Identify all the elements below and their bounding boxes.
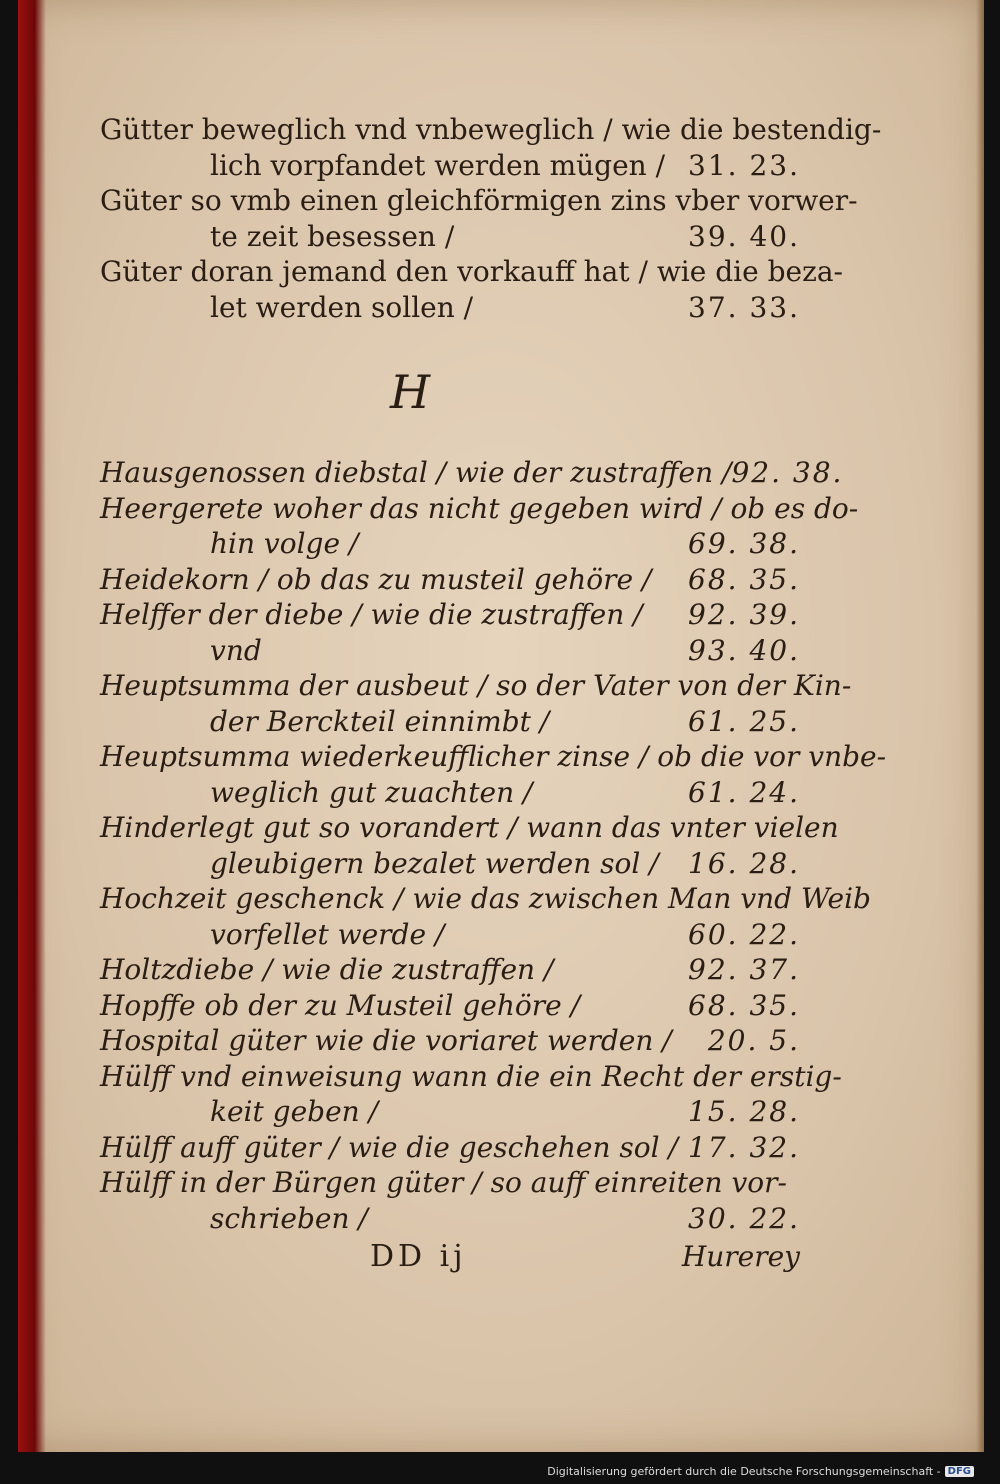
entry-continuation-line bbox=[100, 290, 800, 326]
index-entry bbox=[100, 562, 800, 598]
entry-line bbox=[100, 455, 844, 491]
entry-continuation-line bbox=[100, 846, 800, 882]
index-entry bbox=[100, 952, 800, 988]
page-reference: 93. 40. bbox=[688, 633, 800, 667]
entry-text: schrieben / bbox=[210, 1201, 368, 1235]
entry-text: vnd bbox=[210, 633, 262, 667]
entry-line bbox=[100, 254, 843, 290]
entry-continuation-line bbox=[100, 775, 800, 811]
entry-text: te zeit besessen / bbox=[210, 219, 455, 253]
index-entry bbox=[100, 1023, 800, 1059]
entry-text: Hinderlegt gut so vorandert / wann das vnter vielen bbox=[100, 811, 839, 844]
page-reference: 30. 22. bbox=[688, 1201, 800, 1235]
entry-text: Hülff in der Bürgen güter / so auff einreiten vor- bbox=[100, 1166, 787, 1199]
index-entry bbox=[100, 597, 800, 668]
entry-line bbox=[100, 183, 858, 219]
section-heading-letter: H bbox=[389, 365, 431, 419]
entry-text: Heuptsumma der ausbeut / so der Vater von der Kin- bbox=[100, 669, 852, 702]
entry-text: Heuptsumma wiederkeufflicher zinse / ob die vor vnbe- bbox=[100, 740, 887, 773]
signature-mark: DD ij bbox=[370, 1239, 467, 1274]
entry-text: let werden sollen / bbox=[210, 290, 474, 324]
dfg-logo: DFG bbox=[945, 1466, 974, 1477]
page-reference: 20. 5. bbox=[707, 1024, 800, 1057]
index-entry bbox=[100, 668, 852, 739]
index-entry bbox=[100, 881, 871, 952]
entry-line bbox=[100, 1130, 800, 1166]
page-reference: 68. 35. bbox=[688, 562, 800, 596]
entry-line bbox=[100, 668, 852, 704]
page-footer bbox=[100, 1236, 800, 1278]
entry-text: Hopffe ob der zu Musteil gehöre / bbox=[100, 988, 581, 1022]
entry-line bbox=[100, 1165, 800, 1201]
entry-text: weglich gut zuachten / bbox=[210, 775, 533, 809]
page-reference: 92. 38. bbox=[731, 456, 844, 489]
entry-text: keit geben / bbox=[210, 1095, 378, 1128]
page-reference: 15. 28. bbox=[688, 1095, 800, 1128]
index-section-g bbox=[100, 112, 882, 325]
digitization-credit bbox=[547, 1465, 974, 1478]
entry-continuation-line bbox=[100, 526, 800, 562]
entry-text: Hochzeit geschenck / wie das zwischen Man vnd Weib bbox=[100, 882, 871, 915]
entry-line bbox=[100, 597, 800, 633]
entry-text: Holtzdiebe / wie die zustraffen / bbox=[100, 953, 554, 986]
index-entry bbox=[100, 455, 844, 491]
entry-continuation-line bbox=[100, 219, 800, 255]
entry-text: lich vorpfandet werden mügen / bbox=[210, 148, 666, 182]
page-reference: 61. 24. bbox=[688, 775, 800, 809]
entry-line bbox=[100, 562, 800, 598]
scanned-page bbox=[18, 0, 984, 1452]
page-reference: 37. 33. bbox=[688, 290, 800, 324]
entry-text: Hülff vnd einweisung wann die ein Recht der erstig- bbox=[100, 1059, 842, 1093]
page-reference: 39. 40. bbox=[688, 219, 800, 253]
entry-continuation-line bbox=[100, 1201, 800, 1237]
index-entry bbox=[100, 988, 800, 1024]
index-entry bbox=[100, 810, 839, 881]
page-reference: 16. 28. bbox=[688, 846, 800, 880]
entry-text: hin volge / bbox=[210, 527, 359, 560]
entry-line bbox=[100, 988, 800, 1024]
entry-text: Gütter beweglich vnd vnbeweglich / wie die bestendig- bbox=[100, 113, 882, 146]
index-entry bbox=[100, 183, 858, 254]
entry-text: Hausgenossen diebstal / wie der zustraffen / bbox=[100, 456, 732, 489]
entry-line bbox=[100, 1059, 842, 1095]
entry-text: Hospital güter wie die voriaret werden / bbox=[100, 1024, 672, 1057]
credit-text: Digitalisierung gefördert durch die Deutsche Forschungsgemeinschaft - bbox=[547, 1465, 941, 1478]
entry-line bbox=[100, 952, 800, 988]
entry-continuation-line bbox=[100, 148, 800, 184]
entry-continuation-line bbox=[100, 633, 800, 669]
page-reference: 17. 32. bbox=[688, 1130, 800, 1164]
entry-line bbox=[100, 112, 882, 148]
index-section-h bbox=[100, 455, 887, 1236]
entry-continuation-line bbox=[100, 1094, 800, 1130]
page-reference: 68. 35. bbox=[688, 988, 800, 1022]
page-reference: 61. 25. bbox=[688, 704, 800, 738]
index-entry bbox=[100, 1130, 800, 1166]
entry-text: Hülff auff güter / wie die geschehen sol / bbox=[100, 1130, 678, 1164]
page-edge bbox=[976, 0, 984, 1452]
entry-line bbox=[100, 1023, 800, 1059]
entry-text: Helffer der diebe / wie die zustraffen / bbox=[100, 598, 643, 631]
index-entry bbox=[100, 254, 843, 325]
entry-line bbox=[100, 739, 887, 775]
page-reference: 92. 37. bbox=[688, 953, 800, 986]
index-content bbox=[100, 112, 887, 1278]
entry-text: Heidekorn / ob das zu musteil gehöre / bbox=[100, 562, 652, 596]
index-entry bbox=[100, 491, 859, 562]
entry-text: Güter doran jemand den vorkauff hat / wie die beza- bbox=[100, 255, 843, 288]
entry-text: Güter so vmb einen gleichförmigen zins vber vorwer- bbox=[100, 184, 858, 217]
entry-text: Heergerete woher das nicht gegeben wird / ob es do- bbox=[100, 491, 859, 525]
page-reference: 31. 23. bbox=[688, 148, 800, 182]
entry-line bbox=[100, 810, 839, 846]
entry-text: gleubigern bezalet werden sol / bbox=[210, 846, 659, 880]
entry-continuation-line bbox=[100, 917, 800, 953]
page-reference: 69. 38. bbox=[688, 527, 800, 560]
index-entry bbox=[100, 1165, 800, 1236]
page-reference: 60. 22. bbox=[688, 917, 800, 951]
index-entry bbox=[100, 1059, 842, 1130]
entry-line bbox=[100, 491, 859, 527]
index-entry bbox=[100, 739, 887, 810]
catchword: Hurerey bbox=[681, 1240, 800, 1273]
entry-text: vorfellet werde / bbox=[210, 917, 445, 951]
entry-line bbox=[100, 881, 871, 917]
entry-continuation-line bbox=[100, 704, 800, 740]
page-reference: 92. 39. bbox=[688, 598, 800, 631]
index-entry bbox=[100, 112, 882, 183]
entry-text: der Berckteil einnimbt / bbox=[210, 704, 550, 738]
